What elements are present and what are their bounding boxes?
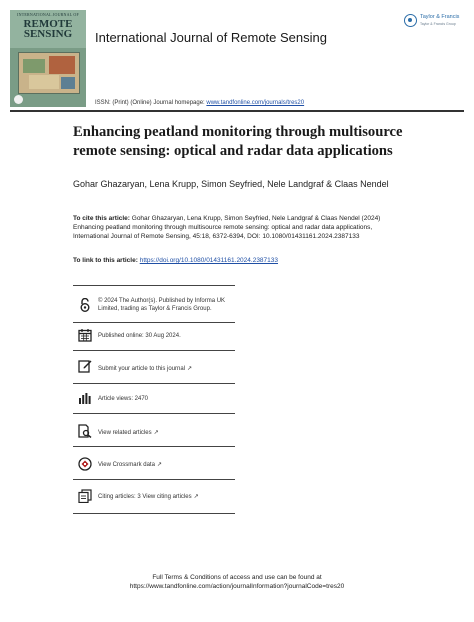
divider [73, 479, 235, 480]
submit-article-label[interactable]: Submit your article to this journal [98, 366, 186, 372]
external-link-icon: ↗ [153, 430, 159, 436]
external-link-icon: ↗ [187, 366, 193, 372]
publisher-logo-icon [404, 14, 417, 27]
citation-label: To cite this article: [73, 215, 130, 222]
citing-articles-label[interactable]: Citing articles: 3 View citing articles [98, 494, 192, 500]
article-link-line [73, 257, 393, 264]
journal-title[interactable]: International Journal of Remote Sensing [95, 30, 327, 45]
header-divider [10, 110, 464, 112]
citing-articles-icon[interactable] [78, 489, 92, 503]
cover-publisher-logo [14, 95, 23, 104]
divider [73, 413, 235, 414]
crossmark-link[interactable] [98, 461, 238, 469]
published-date: Published online: 30 Aug 2024. [98, 333, 181, 339]
terms-url[interactable]: https://www.tandfonline.com/action/journalInformation?journalCode=tres20 [129, 583, 345, 590]
divider [73, 446, 235, 447]
article-title-line2: remote sensing: optical and radar data applications [73, 143, 393, 159]
issn-line [95, 100, 304, 106]
cover-journal-top: INTERNATIONAL JOURNAL OF [17, 12, 79, 17]
publisher-name: Taylor & Francis [420, 14, 460, 20]
external-link-icon: ↗ [193, 494, 199, 500]
terms-text: Full Terms & Conditions of access and use can be found at [152, 574, 322, 581]
cover-journal-main: REMOTE SENSING [23, 18, 73, 40]
divider [73, 513, 235, 514]
journal-cover-image [10, 10, 86, 107]
crossmark-label[interactable]: View Crossmark data [98, 462, 155, 468]
article-link-label: To link to this article: [73, 257, 140, 264]
article-doi-link[interactable]: https://doi.org/10.1080/01431161.2024.2387133 [139, 257, 279, 264]
taylor-francis-logo[interactable] [404, 13, 464, 35]
publisher-subname: Taylor & Francis Group [420, 22, 456, 26]
views-icon [78, 391, 92, 405]
article-title-line1: Enhancing peatland monitoring through multisource [73, 124, 403, 140]
citing-articles-link[interactable] [98, 493, 238, 501]
related-articles-icon[interactable] [78, 424, 92, 438]
open-access-icon [78, 298, 92, 312]
journal-homepage-link[interactable]: www.tandfonline.com/journals/tres20 [206, 100, 305, 106]
related-articles-label[interactable]: View related articles [98, 430, 152, 436]
external-link-icon: ↗ [156, 462, 162, 468]
article-views: Article views: 2470 [98, 396, 149, 402]
issn-text: ISSN: (Print) (Online) Journal homepage: [95, 100, 207, 106]
divider [73, 322, 235, 323]
divider [73, 285, 235, 286]
calendar-icon [78, 328, 92, 342]
cover-map [18, 52, 80, 94]
license-text: © 2024 The Author(s). Published by Informa UK Limited, trading as Taylor & Francis Group. [98, 298, 226, 312]
submit-icon[interactable] [78, 359, 92, 373]
submit-article-link[interactable] [98, 365, 238, 373]
crossmark-icon[interactable] [78, 457, 92, 471]
citation-text: Gohar Ghazaryan, Lena Krupp, Simon Seyfried, Nele Landgraf & Claas Nendel (2024) Enhancing peatland monitoring through multisource remote sensing: optical and radar data applications, International Journal of Remote Sensing, 45:18, 6372-6394, DOI: 10.1080/01431161.2024.2387133 [73, 215, 381, 240]
related-articles-link[interactable] [98, 429, 238, 437]
article-title [73, 123, 423, 161]
citation [73, 214, 393, 241]
divider [73, 350, 235, 351]
terms-footer [0, 573, 474, 591]
divider [73, 383, 235, 384]
author-list: Gohar Ghazaryan, Lena Krupp, Simon Seyfried, Nele Landgraf & Claas Nendel [73, 179, 389, 189]
